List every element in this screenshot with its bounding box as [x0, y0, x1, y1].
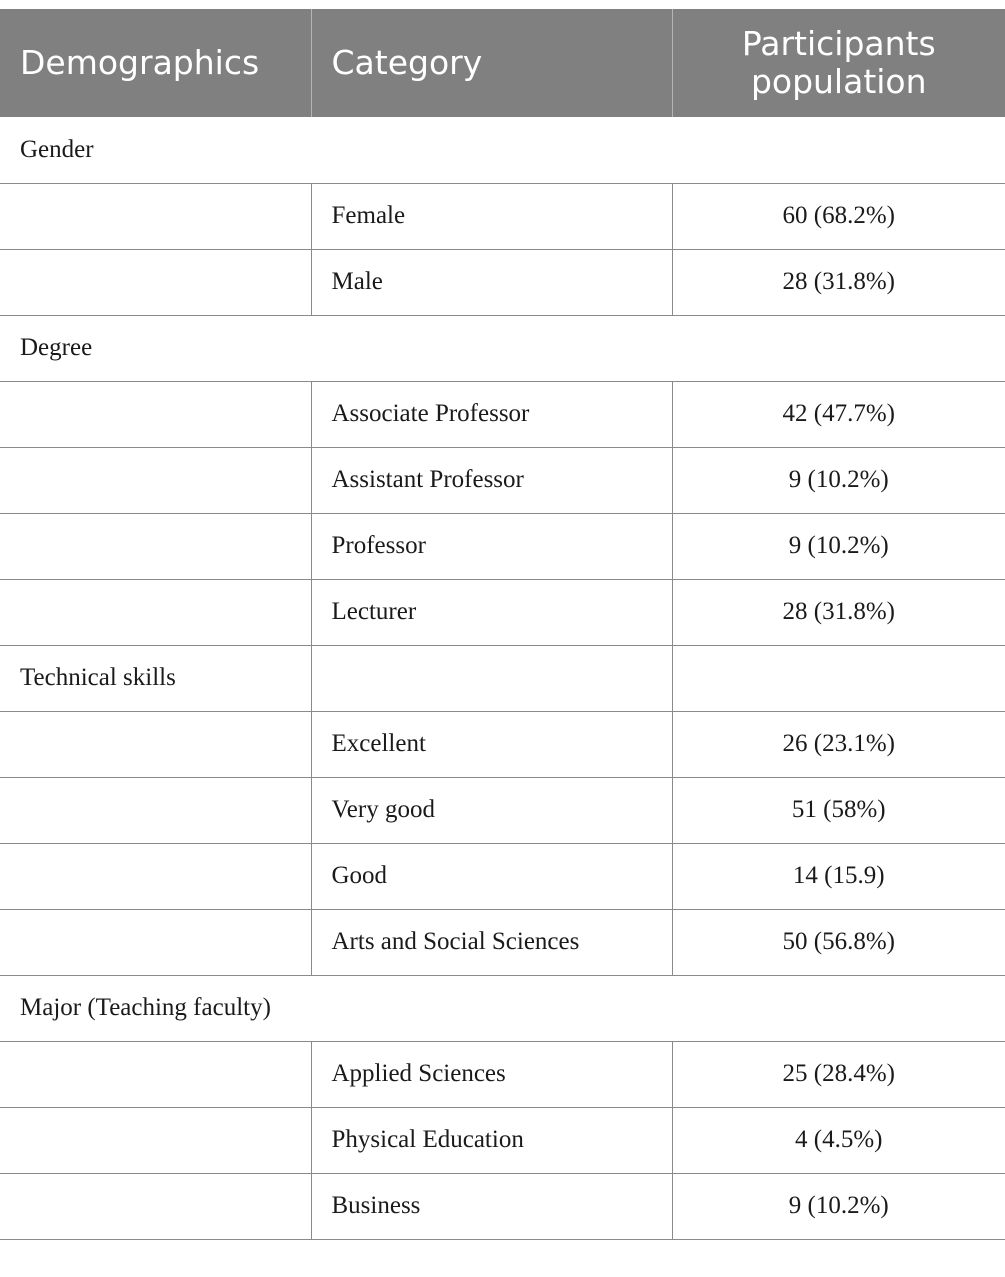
- category-cell: Excellent: [311, 711, 672, 777]
- header-participants: Participants population: [672, 9, 1005, 117]
- category-cell: Business: [311, 1173, 672, 1239]
- empty-cell: [0, 1173, 311, 1239]
- value-cell: 60 (68.2%): [672, 183, 1005, 249]
- category-cell: Male: [311, 249, 672, 315]
- value-cell: 25 (28.4%): [672, 1041, 1005, 1107]
- demographics-table: [0, 9, 1005, 1240]
- empty-cell: [0, 1107, 311, 1173]
- table-header: [0, 9, 1005, 117]
- group-label: Technical skills: [0, 645, 311, 711]
- empty-cell: [0, 381, 311, 447]
- value-cell: 42 (47.7%): [672, 381, 1005, 447]
- category-cell: Arts and Social Sciences: [311, 909, 672, 975]
- empty-cell: [0, 1041, 311, 1107]
- group-row-gender: [0, 117, 1005, 183]
- empty-cell: [0, 513, 311, 579]
- value-cell: 28 (31.8%): [672, 249, 1005, 315]
- category-cell: Assistant Professor: [311, 447, 672, 513]
- empty-cell: [0, 249, 311, 315]
- table-row: [0, 843, 1005, 909]
- table-row: [0, 1107, 1005, 1173]
- empty-cell: [672, 645, 1005, 711]
- value-cell: 14 (15.9): [672, 843, 1005, 909]
- header-row: [0, 9, 1005, 117]
- empty-cell: [0, 711, 311, 777]
- group-row-major: [0, 975, 1005, 1041]
- category-cell: Applied Sciences: [311, 1041, 672, 1107]
- value-cell: 9 (10.2%): [672, 447, 1005, 513]
- category-cell: Very good: [311, 777, 672, 843]
- value-cell: 28 (31.8%): [672, 579, 1005, 645]
- category-cell: Physical Education: [311, 1107, 672, 1173]
- empty-cell: [0, 909, 311, 975]
- table-row: [0, 183, 1005, 249]
- header-demographics: Demographics: [0, 9, 311, 117]
- table-row: [0, 381, 1005, 447]
- value-cell: 26 (23.1%): [672, 711, 1005, 777]
- table-row: [0, 711, 1005, 777]
- value-cell: 9 (10.2%): [672, 1173, 1005, 1239]
- value-cell: 4 (4.5%): [672, 1107, 1005, 1173]
- header-category: Category: [311, 9, 672, 117]
- table-row: [0, 1041, 1005, 1107]
- category-cell: Good: [311, 843, 672, 909]
- value-cell: 51 (58%): [672, 777, 1005, 843]
- empty-cell: [0, 843, 311, 909]
- empty-cell: [0, 183, 311, 249]
- table-row: [0, 447, 1005, 513]
- empty-cell: [0, 579, 311, 645]
- table-row: [0, 249, 1005, 315]
- group-row-degree: [0, 315, 1005, 381]
- group-label: Degree: [0, 315, 1005, 381]
- category-cell: Associate Professor: [311, 381, 672, 447]
- empty-cell: [0, 777, 311, 843]
- table-row: [0, 909, 1005, 975]
- table-row: [0, 579, 1005, 645]
- category-cell: Lecturer: [311, 579, 672, 645]
- category-cell: Female: [311, 183, 672, 249]
- empty-cell: [0, 447, 311, 513]
- table-row: [0, 777, 1005, 843]
- group-row-technical-skills: [0, 645, 1005, 711]
- table-row: [0, 513, 1005, 579]
- value-cell: 50 (56.8%): [672, 909, 1005, 975]
- group-label: Major (Teaching faculty): [0, 975, 1005, 1041]
- group-label: Gender: [0, 117, 1005, 183]
- table-body: [0, 117, 1005, 1239]
- table-row: [0, 1173, 1005, 1239]
- category-cell: Professor: [311, 513, 672, 579]
- empty-cell: [311, 645, 672, 711]
- value-cell: 9 (10.2%): [672, 513, 1005, 579]
